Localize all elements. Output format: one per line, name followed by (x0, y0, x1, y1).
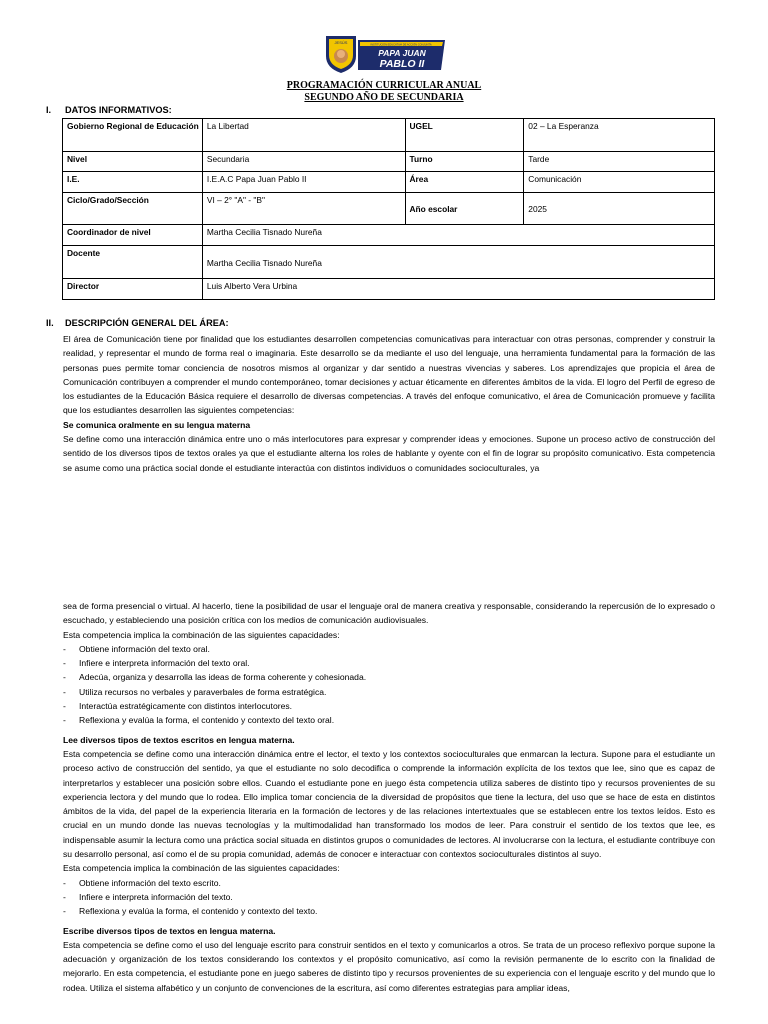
competence-1-cap-intro: Esta competencia implica la combinación de las siguientes capacidades: (63, 629, 340, 640)
ie-label: I.E. (63, 172, 203, 193)
director-value: Luis Alberto Vera Urbina (202, 279, 714, 300)
coordinador-value: Martha Cecilia Tisnado Nureña (202, 225, 714, 246)
area-label: Área (405, 172, 524, 193)
list-item: - Obtiene información del texto escrito. (63, 876, 715, 890)
docente-value: Martha Cecilia Tisnado Nureña (202, 246, 714, 279)
ie-value: I.E.A.C Papa Juan Pablo II (202, 172, 405, 193)
continuation-block (63, 599, 715, 995)
coordinador-label: Coordinador de nivel (63, 225, 203, 246)
nivel-value: Secundaria (202, 152, 405, 172)
competence-2-capacities (63, 876, 715, 919)
list-item: - Obtiene información del texto oral. (63, 642, 715, 656)
competence-1-capacities (63, 642, 715, 728)
gobierno-label: Gobierno Regional de Educación (63, 119, 203, 152)
ugel-label: UGEL (405, 119, 524, 152)
gobierno-value: La Libertad (202, 119, 405, 152)
list-item: - Adecúa, organiza y desarrolla las ideas de forma coherente y cohesionada. (63, 670, 715, 684)
list-item: - Infiere e interpreta información del texto oral. (63, 656, 715, 670)
anio-label: Año escolar (405, 193, 524, 225)
ciclo-label: Ciclo/Grado/Sección (63, 193, 203, 225)
competence-2-title: Lee diversos tipos de textos escritos en lengua materna. (63, 734, 295, 745)
docente-label: Docente (63, 246, 203, 279)
area-description-block (63, 332, 715, 475)
svg-text:JESÚS: JESÚS (334, 40, 348, 45)
competence-2-cap-intro: Esta competencia implica la combinación de las siguientes capacidades: (63, 863, 340, 874)
info-table (62, 118, 715, 300)
section-1-heading: I. DATOS INFORMATIVOS: (46, 105, 172, 115)
competence-1-title: Se comunica oralmente en su lengua materna (63, 419, 251, 430)
competence-1-text-a: Se define como una interacción dinámica entre uno o más interlocutores para expresar y comprender ideas y emociones. Supone un proceso activo de construcción del sentido de los diversos tipos de textos orales ya que el estudiante alterna los roles de hablante y oyente con el fin de lograr su propósito comunicativo. Esta competencia se asume como una práctica social donde el estudiante interactúa con distintos individuos o comunidades socioculturales, ya (63, 434, 715, 473)
turno-value: Tarde (524, 152, 715, 172)
ciclo-value: VI – 2° "A" - "B" (202, 193, 405, 225)
list-item: - Infiere e interpreta información del texto. (63, 890, 715, 904)
anio-value: 2025 (524, 193, 715, 225)
turno-label: Turno (405, 152, 524, 172)
list-item: - Utiliza recursos no verbales y paraverbales de forma estratégica. (63, 685, 715, 699)
doc-title-1: PROGRAMACIÓN CURRICULAR ANUAL (286, 80, 482, 91)
area-value: Comunicación (524, 172, 715, 193)
area-intro-paragraph: El área de Comunicación tiene por finalidad que los estudiantes desarrollen competencias comunicativas para interactuar con otras personas, comprender y construir la realidad, y representar el mundo de forma real o imaginaria. Este desarrollo se da mediante el uso del lenguaje, una herramienta fundamental para la formación de las personas pues permite tomar conciencia de nosotros mismos al organizar y dar sentido a nuestras vivencias y saberes. Los aprendizajes que propicia el área de Comunicación contribuyen a comprender el mundo contemporáneo, tomar decisiones y actuar éticamente en diferentes ámbitos de la vida. El logro del Perfil de egreso de los estudiantes de la Educación Básica requiere el desarrollo de diversas competencias. A través del enfoque comunicativo, el área de Comunicación promueve y facilita que los estudiantes desarrollen las siguientes competencias: (63, 334, 715, 416)
doc-title-2: SEGUNDO AÑO DE SECUNDARIA (304, 92, 464, 103)
school-logo (324, 34, 445, 74)
director-label: Director (63, 279, 203, 300)
logo-school-line: INSTITUCIÓN EDUCATIVA DE ACCIÓN CONJUNTA (370, 43, 432, 47)
list-item: - Interactúa estratégicamente con distintos interlocutores. (63, 699, 715, 713)
logo-name-top: PAPA JUAN (378, 48, 426, 58)
list-item: - Reflexiona y evalúa la forma, el contenido y contexto del texto oral. (63, 713, 715, 727)
competence-3-title: Escribe diversos tipos de textos en lengua materna. (63, 925, 276, 936)
nivel-label: Nivel (63, 152, 203, 172)
list-item: - Reflexiona y evalúa la forma, el contenido y contexto del texto. (63, 904, 715, 918)
competence-2-text: Esta competencia se define como una interacción dinámica entre el lector, el texto y los contextos socioculturales que enmarcan la lectura. Supone para el estudiante un proceso activo de construcción del sentido, ya que el estudiante no solo decodifica o comprende la información explícita de los textos que lee, sino que es capaz de interpretarlos y establecer una posición sobre ellos. Cuando el estudiante pone en juego ésta competencia utiliza saberes de distinto tipo y recursos provenientes de su experiencia lectora y del mundo que lo rodea. Ello implica tomar conciencia de la diversidad de propósitos que tiene la lectura, del uso que se hace de esta en distintos ámbitos de la vida, del papel de la experiencia literaria en la formación de lectores y de las relaciones intertextuales que se establecen entre los textos leídos. Esto es crucial en un mundo donde las nuevas tecnologías y la multimodalidad han transformado los modos de leer. Para construir el sentido de los textos que lee, es indispensable asumir la lectura como una práctica social situada en distintos grupos o comunidades de lectores. Al involucrarse con la lectura, el estudiante contribuye con su desarrollo personal, así como el de su propia comunidad, además de conocer e interactuar con contextos socioculturales distintos al suyo. (63, 748, 715, 860)
ugel-value: 02 – La Esperanza (524, 119, 715, 152)
logo-name-bottom: PABLO II (379, 58, 425, 70)
competence-1-text-b: sea de forma presencial o virtual. Al hacerlo, tiene la posibilidad de usar el lenguaje oral de manera creativa y responsable, considerando la repercusión de lo expresado o escuchado, y estableciendo una posición crítica con los medios de comunicación audiovisuales. (63, 601, 715, 626)
competence-3-text: Esta competencia se define como el uso del lenguaje escrito para construir sentidos en el texto y comunicarlos a otros. Se trata de un proceso reflexivo porque supone la adecuación y organización de los textos considerando los contextos y el propósito comunicativo, así como la revisión permanente de lo escrito con la finalidad de mejorarlo. En esta competencia, el estudiante pone en juego saberes de distinto tipo y recursos provenientes de su experiencia con el lenguaje escrito y del mundo que lo rodea. Utiliza el sistema alfabético y un conjunto de convenciones de la escritura, así como diferentes estrategias para ampliar ideas, (63, 939, 715, 993)
section-2-heading: II. DESCRIPCIÓN GENERAL DEL ÁREA: (46, 318, 229, 328)
